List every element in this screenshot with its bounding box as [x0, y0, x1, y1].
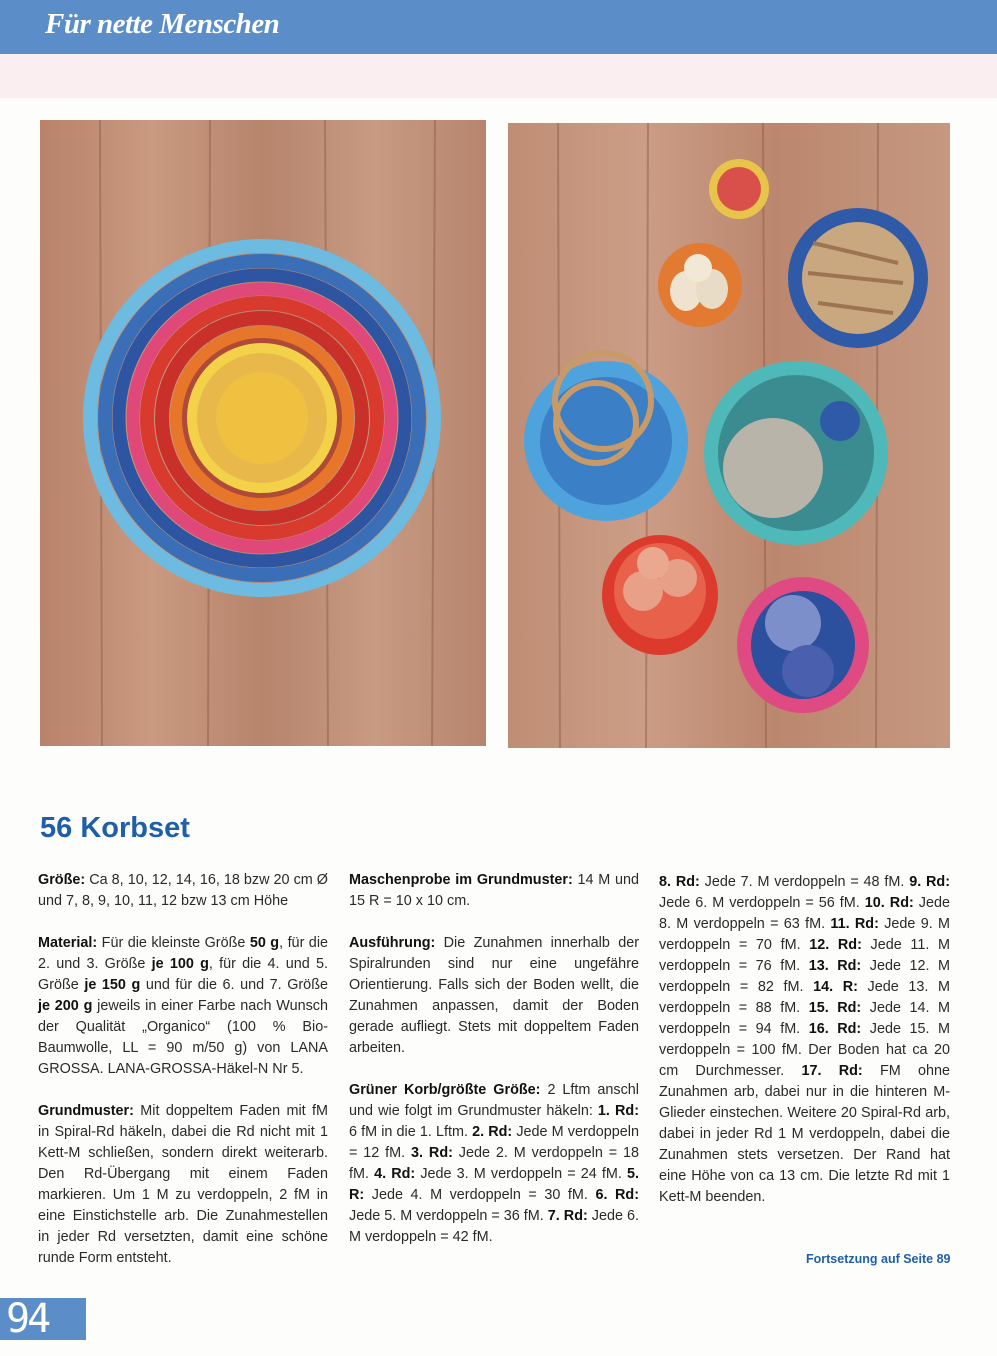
- round-label: 4. Rd:: [374, 1166, 416, 1182]
- round-text: Jede 6. M verdoppeln = 42 fM.: [349, 1208, 639, 1245]
- round-label: 10. Rd:: [864, 895, 914, 911]
- maschenprobe-label: Maschenprobe im Grundmuster:: [349, 872, 573, 888]
- round-label: 15. Rd:: [808, 1000, 862, 1016]
- material-amount: je 100 g: [151, 956, 209, 972]
- article-title: 56 Korbset: [40, 812, 190, 844]
- grundmuster-paragraph: [38, 1101, 328, 1269]
- photo-nested-baskets: [40, 120, 486, 746]
- round-label: 2. Rd:: [472, 1124, 513, 1140]
- round-label: 16. Rd:: [808, 1021, 862, 1037]
- round-label: 13. Rd:: [808, 958, 862, 974]
- round-text: 2 Lftm anschl und wie folgt im Grundmuster häkeln:: [349, 1082, 639, 1119]
- column-3: [659, 872, 950, 1208]
- material-amount: je 200 g: [38, 998, 93, 1014]
- ausfuehrung-text: Die Zunahmen innerhalb der Spiralrunden sind nur eine ungefähre Orientierung. Falls sich der Boden wellt, die Zunahmen anpassen, damit der Boden gerade aufliegt. Stets mit doppeltem Faden arbeiten.: [349, 935, 639, 1056]
- korb-continued-paragraph: [659, 872, 950, 1208]
- round-text: Jede 7. M verdoppeln = 48 fM.: [699, 874, 910, 890]
- material-label: Material:: [38, 935, 98, 951]
- column-1: [38, 870, 328, 1269]
- round-text: Jede 2. M verdoppeln = 18 fM.: [349, 1145, 639, 1182]
- material-text: jeweils in einer Farbe nach Wunsch der Qualität „Organico“ (100 % Bio-Baumwolle, LL = 90 m/50 g) von LANA GROSSA. LANA-GROSSA-Häkel-N Nr 5.: [38, 998, 328, 1077]
- column-2: [349, 870, 639, 1248]
- section-title: Für nette Menschen: [45, 8, 280, 40]
- groesse-text: Ca 8, 10, 12, 14, 16, 18 bzw 20 cm Ø und 7, 8, 9, 10, 11, 12 bzw 13 cm Höhe: [38, 872, 328, 909]
- round-text: Jede 8. M verdoppeln = 63 fM.: [659, 895, 950, 932]
- material-amount: 50 g: [249, 935, 280, 951]
- header-band: [0, 54, 997, 98]
- continuation-note: Fortsetzung auf Seite 89: [806, 1252, 951, 1266]
- page-number: 94: [6, 1296, 49, 1342]
- photo-filled-baskets: [508, 123, 950, 748]
- ausfuehrung-label: Ausführung:: [349, 935, 436, 951]
- material-text: , für die 2. und 3. Größe: [38, 935, 329, 972]
- round-label: 14. R:: [813, 979, 858, 995]
- round-text: Jede 14. M verdoppeln = 94 fM.: [659, 1000, 950, 1037]
- korb-paragraph: [349, 1080, 639, 1248]
- round-text: Jede M verdoppeln = 12 fM.: [349, 1124, 640, 1161]
- round-label: 12. Rd:: [809, 937, 862, 953]
- groesse-label: Größe:: [38, 872, 86, 888]
- groesse-paragraph: [38, 870, 328, 912]
- round-label: 9. Rd:: [909, 874, 950, 890]
- korb-label: Grüner Korb/größte Größe:: [349, 1082, 541, 1098]
- round-label: 7. Rd:: [547, 1208, 588, 1224]
- nested-baskets-illustration: [40, 120, 486, 746]
- ausfuehrung-paragraph: [349, 933, 639, 1059]
- round-text: Jede 3. M verdoppeln = 24 fM.: [415, 1166, 627, 1182]
- round-label: 6. Rd:: [595, 1187, 639, 1203]
- round-text: Jede 5. M verdoppeln = 36 fM.: [349, 1208, 548, 1224]
- round-text: Jede 15. M verdoppeln = 100 fM. Der Boden hat ca 20 cm Durchmesser.: [659, 1021, 950, 1079]
- grundmuster-label: Grundmuster:: [38, 1103, 134, 1119]
- round-label: 8. Rd:: [659, 874, 700, 890]
- filled-baskets-illustration: [508, 123, 950, 748]
- round-label: 11. Rd:: [830, 916, 879, 932]
- round-text: Jede 6. M verdoppeln = 56 fM.: [659, 895, 865, 911]
- material-text: und für die 6. und 7. Größe: [140, 977, 328, 993]
- round-text: FM ohne Zunahmen arb, dabei nur in die hinteren M-Glieder einstechen. Weitere 20 Spiral-Rd arb, dabei in jeder Rd 1 M verdoppeln, dabei die Zunahmen stets versetzen. Der Rand hat eine Höhe von ca 13 cm. Die letzte Rd mit 1 Kett-M beenden.: [659, 1063, 950, 1205]
- maschenprobe-text: 14 M und 15 R = 10 x 10 cm.: [349, 872, 639, 909]
- round-text: 6 fM in die 1. Lftm.: [349, 1124, 473, 1140]
- round-label: 5. R:: [349, 1166, 639, 1203]
- round-label: 17. Rd:: [801, 1063, 863, 1079]
- grundmuster-text: Mit doppeltem Faden mit fM in Spiral-Rd häkeln, dabei die Rd nicht mit 1 Kett-M schließen, sondern direkt weiterarb. Den Rd-Übergang mit einem Faden markieren. Um 1 M zu verdoppeln, 2 fM in eine Einstichstelle arb. Die Zunahmestellen in jeder Rd versetzten, damit eine schöne runde Form entsteht.: [38, 1103, 328, 1266]
- maschenprobe-paragraph: [349, 870, 639, 912]
- round-label: 3. Rd:: [411, 1145, 453, 1161]
- material-text: Für die kleinste Größe: [101, 935, 250, 951]
- round-text: Jede 9. M verdoppeln = 70 fM.: [659, 916, 950, 953]
- korb-text: [349, 1082, 639, 1245]
- round-label: 1. Rd:: [597, 1103, 639, 1119]
- round-text: Jede 11. M verdoppeln = 76 fM.: [659, 937, 950, 974]
- round-text: Jede 4. M verdoppeln = 30 fM.: [364, 1187, 596, 1203]
- round-text: Jede 12. M verdoppeln = 82 fM.: [659, 958, 950, 995]
- material-paragraph: [38, 933, 328, 1080]
- round-text: Jede 13. M verdoppeln = 88 fM.: [659, 979, 950, 1016]
- material-text: , für die 4. und 5. Größe: [38, 956, 328, 993]
- material-amount: je 150 g: [84, 977, 141, 993]
